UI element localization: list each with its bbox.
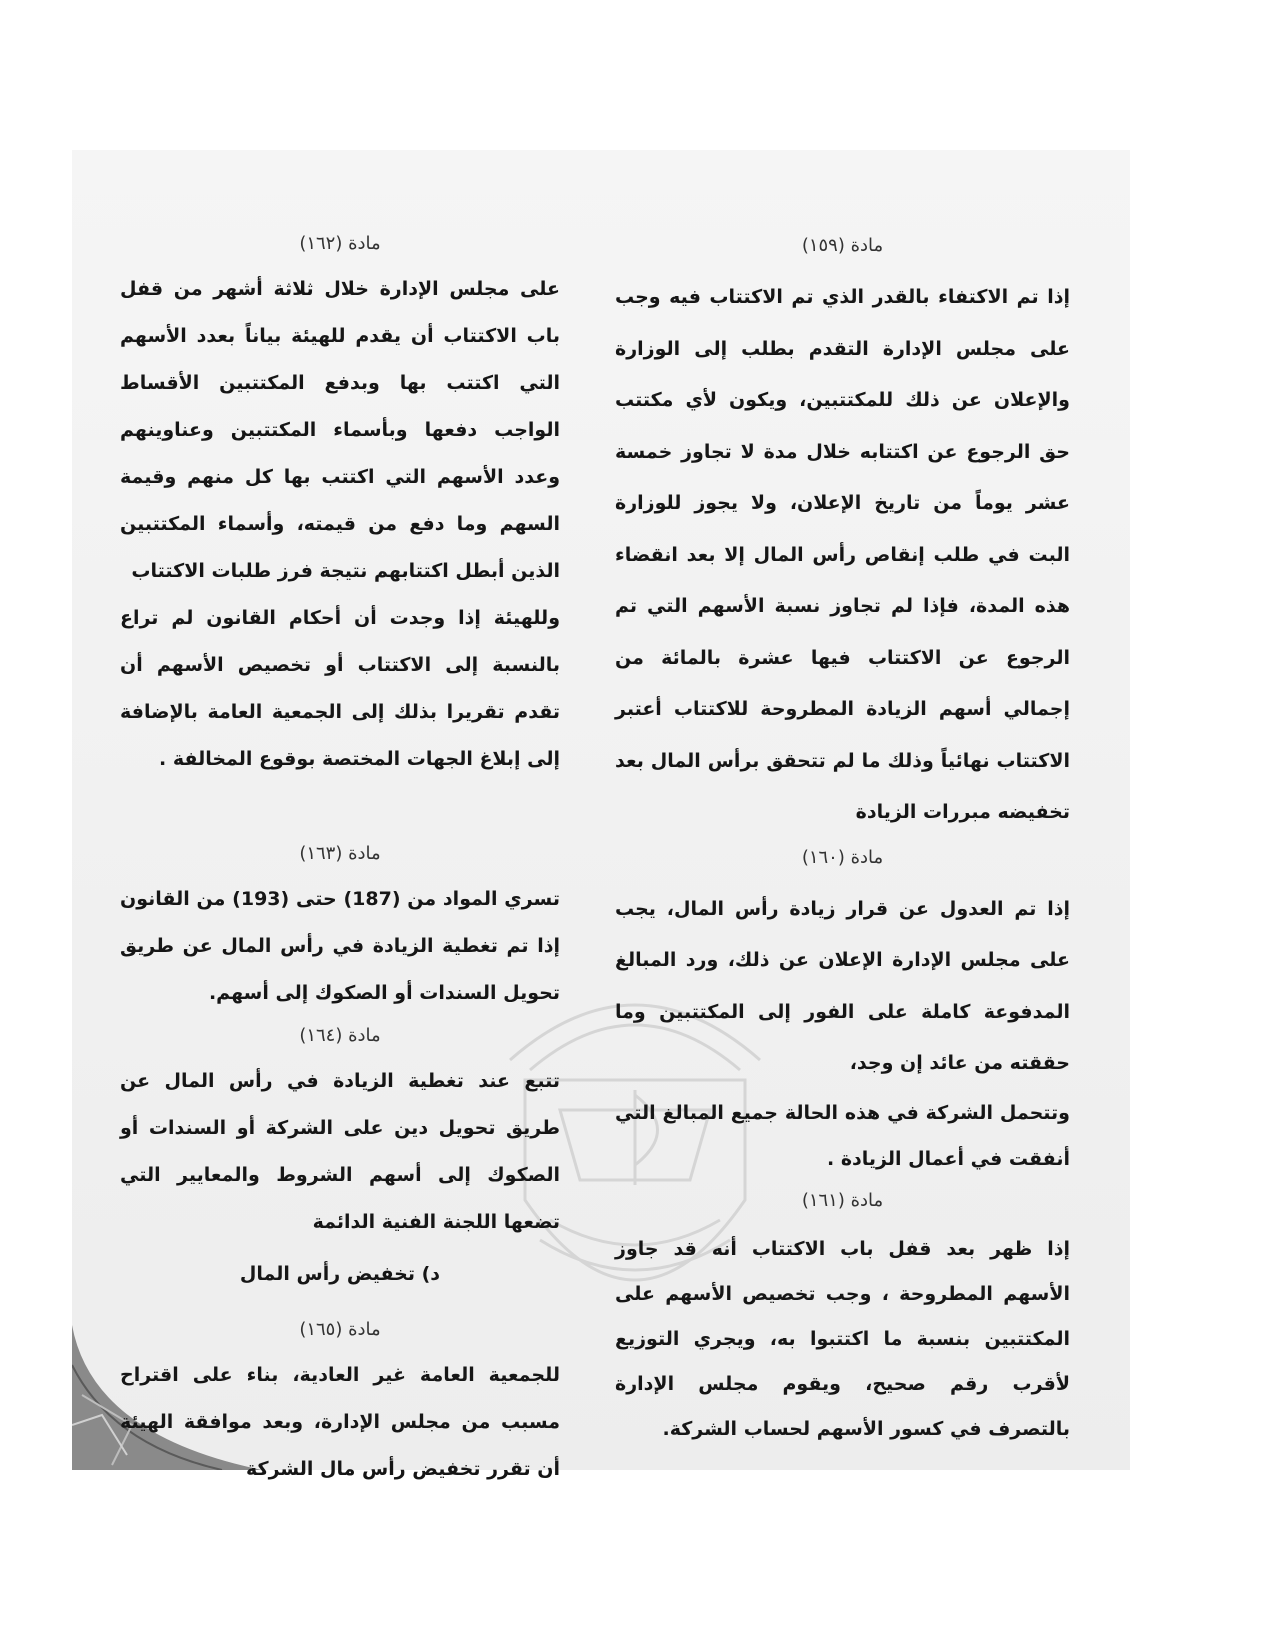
article-159-heading: مادة (١٥٩) bbox=[801, 235, 884, 256]
article-163-text: تسري المواد من (187) حتى (193) من القانون إذا تم تغطية الزيادة في رأس المال عن طريق تحويل السندات أو الصكوك إلى أسهم. bbox=[120, 888, 560, 1004]
article-162-text-2: وللهيئة إذا وجدت أن أحكام القانون لم تراع بالنسبة إلى الاكتتاب أو تخصيص الأسهم أن تقدم تقريرا بذلك إلى الجمعية العامة بالإضافة إلى إبلاغ الجهات المختصة بوقوع المخالفة . bbox=[120, 607, 560, 770]
article-163-heading: مادة (١٦٣) bbox=[299, 843, 381, 864]
article-159-text: إذا تم الاكتفاء بالقدر الذي تم الاكتتاب فيه وجب على مجلس الإدارة التقدم بطلب إلى الوزارة والإعلان عن ذلك للمكتتبين، ويكون لأي مكتتب حق الرجوع عن اكتتابه خلال مدة لا تجاوز خمسة عشر يوماً من تاريخ الإعلان، ولا يجوز للوزارة البت في طلب إنقاص رأس المال إلا بعد انقضاء هذه المدة، فإذا لم تجاوز نسبة الأسهم التي تم الرجوع عن الاكتتاب فيها عشرة بالمائة من إجمالي أسهم الزيادة المطروحة للاكتتاب أعتبر الاكتتاب نهائياً وذلك ما لم تتحقق برأس المال بعد تخفيضه مبررات الزيادة bbox=[615, 286, 1070, 823]
article-160-text-2: وتتحمل الشركة في هذه الحالة جميع المبالغ التي أنفقت في أعمال الزيادة . bbox=[615, 1101, 1070, 1170]
article-161-heading: مادة (١٦١) bbox=[801, 1189, 884, 1211]
article-161-text: إذا ظهر بعد قفل باب الاكتتاب أنه قد جاوز الأسهم المطروحة ، وجب تخصيص الأسهم على المكتتبين بنسبة ما اكتتبوا به، ويجري التوزيع لأقرب رقم صحيح، ويقوم مجلس الإدارة بالتصرف في كسور الأسهم لحساب الشركة. bbox=[615, 1237, 1070, 1440]
left-column bbox=[120, 225, 560, 1493]
article-160-text: إذا تم العدول عن قرار زيادة رأس المال، يجب على مجلس الإدارة الإعلان عن ذلك، ورد المبالغ المدفوعة كاملة على الفور إلى المكتتبين وما حققته من عائد إن وجد، bbox=[615, 897, 1070, 1074]
article-162-text: على مجلس الإدارة خلال ثلاثة أشهر من قفل باب الاكتتاب أن يقدم للهيئة بياناً بعدد الأسهم التي اكتتب بها وبدفع المكتتبين الأقساط الواجب دفعها وبأسماء المكتتبين وعناوينهم وعدد الأسهم التي اكتتب بها كل منهم وقيمة السهم وما دفع من قيمته، وأسماء المكتتبين الذين أبطل اكتتابهم نتيجة فرز طلبات الاكتتاب bbox=[120, 278, 560, 582]
article-160-heading: مادة (١٦٠) bbox=[801, 846, 884, 868]
article-162-heading: مادة (١٦٢) bbox=[299, 233, 381, 254]
article-165-heading: مادة (١٦٥) bbox=[299, 1319, 381, 1340]
article-164-heading: مادة (١٦٤) bbox=[299, 1025, 381, 1046]
right-column bbox=[615, 225, 1070, 1452]
article-164-text: تتبع عند تغطية الزيادة في رأس المال عن طريق تحويل دين على الشركة أو السندات أو الصكوك إلى أسهم الشروط والمعايير التي تضعها اللجنة الفنية الدائمة bbox=[120, 1070, 560, 1233]
article-165-text: للجمعية العامة غير العادية، بناء على اقتراح مسبب من مجلس الإدارة، وبعد موافقة الهيئة أن تقرر تخفيض رأس مال الشركة bbox=[120, 1364, 560, 1480]
section-d-title: د) تخفيض رأس المال bbox=[239, 1263, 441, 1285]
